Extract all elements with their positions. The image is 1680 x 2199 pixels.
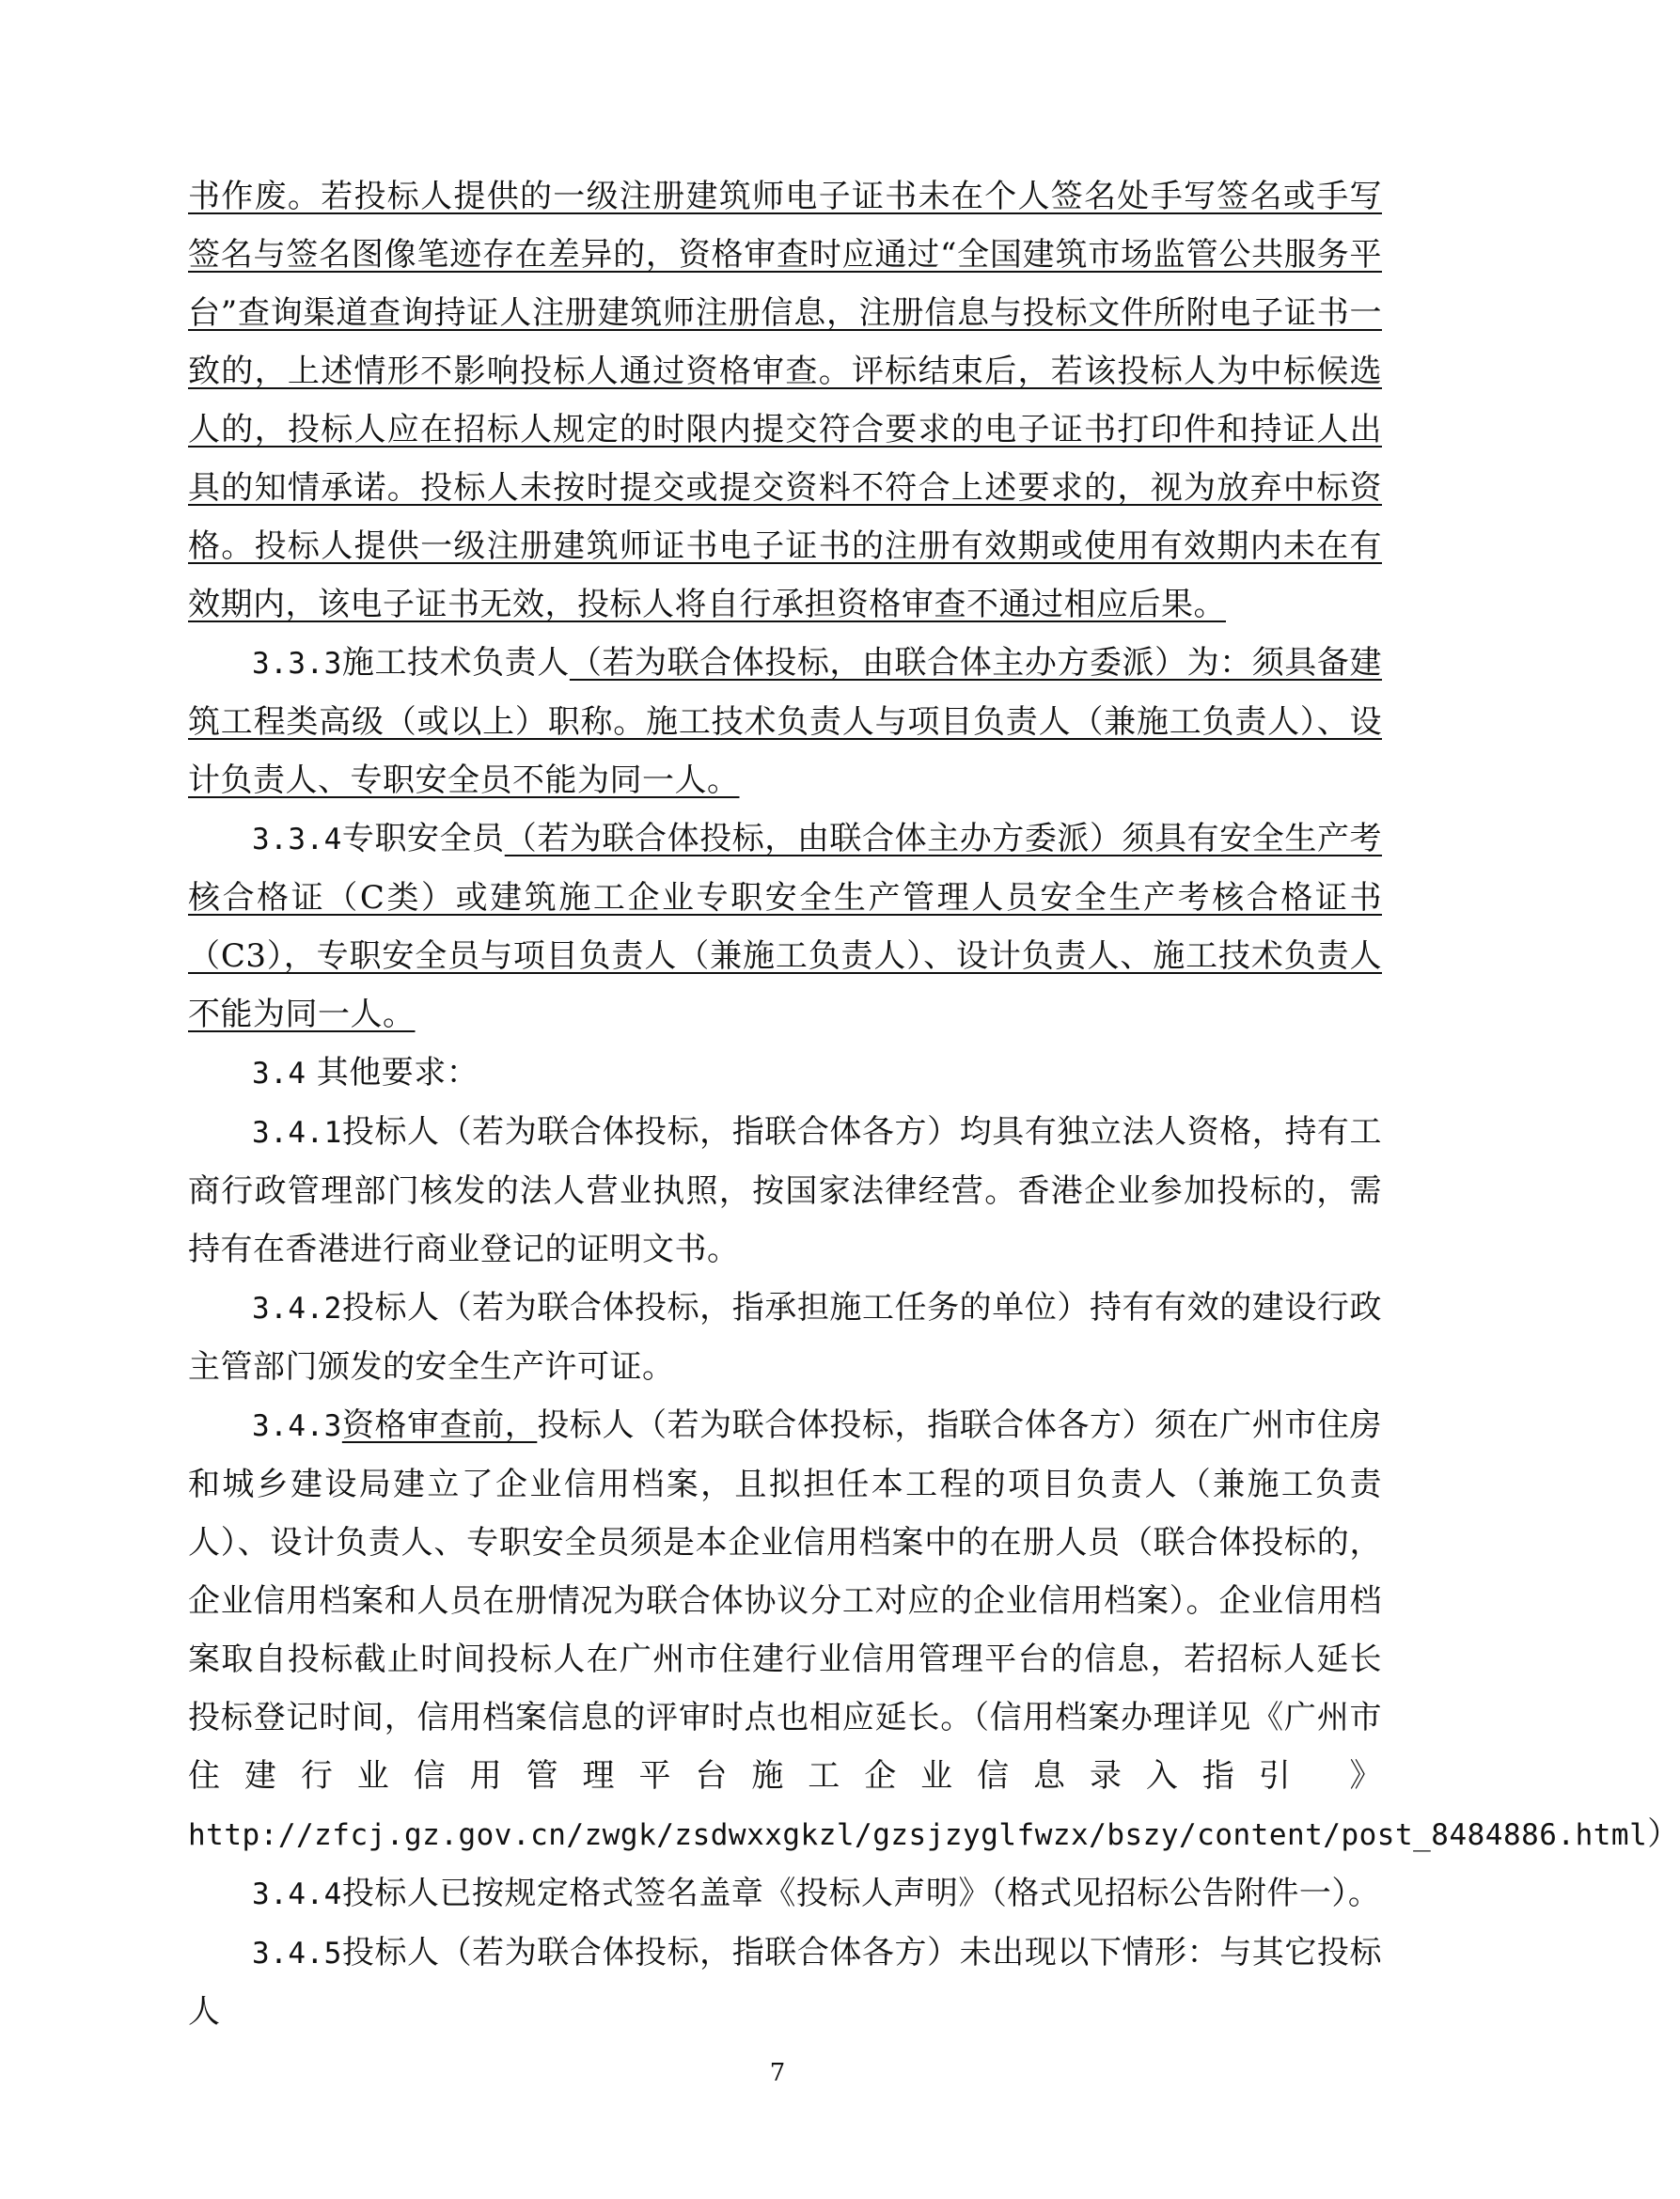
- section-number: 3.4.4: [252, 1877, 342, 1911]
- paragraph-3-4-5: [188, 1924, 1382, 2041]
- paragraph-text: 投标人（若为联合体投标，指联合体各方）均具有独立法人资格，持有工商行政管理部门核发的法人营业执照，按国家法律经营。香港企业参加投标的，需持有在香港进行商业登记的证明文书。: [188, 1113, 1382, 1268]
- section-number: 3.3.4: [252, 823, 342, 856]
- paragraph-text: 投标人（若为联合体投标，指承担施工任务的单位）持有有效的建设行政主管部门颁发的安全生产许可证。: [188, 1289, 1382, 1386]
- paragraph-text: 施工技术负责人: [341, 644, 570, 682]
- section-number: 3.4.1: [252, 1116, 342, 1150]
- paragraph-text: 其他要求：: [306, 1054, 479, 1092]
- paragraph-text: 投标人（若为联合体投标，指联合体各方）未出现以下情形：与其它投标人: [188, 1934, 1382, 2031]
- paragraph-3-3-4: [188, 809, 1382, 1044]
- section-number: 3.4: [252, 1057, 306, 1091]
- section-number: 3.4.2: [252, 1292, 342, 1326]
- url-text: http://zfcj.gz.gov.cn/zwgk/zsdwxxgkzl/gzsjzyglfwzx/bszy/content/post_8484886.html: [188, 1818, 1648, 1852]
- paragraph-3-3-3: [188, 634, 1382, 809]
- paragraph-3-4-2: [188, 1279, 1382, 1396]
- paragraph-text: （若为联合体投标，由联合体主办方委派）须具有安全生产考核合格证（C类）或建筑施工企业专职安全生产管理人员安全生产考核合格证书（C3），专职安全员与项目负责人（兼施工负责人）、设计负责人、施工技术负责人不能为同一人。: [188, 820, 1383, 1033]
- paragraph-text: 书作废。若投标人提供的一级注册建筑师电子证书未在个人签名处手写签名或手写签名与签名图像笔迹存在差异的，资格审查时应通过“全国建筑市场监管公共服务平台”查询渠道查询持证人注册建筑师注册信息，注册信息与投标文件所附电子证书一致的，上述情形不影响投标人通过资格审查。评标结束后，若该投标人为中标候选人的，投标人应在招标人规定的时限内提交符合要求的电子证书打印件和持证人出具的知情承诺。投标人未按时提交或提交资料不符合上述要求的，视为放弃中标资格。投标人提供一级注册建筑师证书电子证书的注册有效期或使用有效期内未在有效期内，该电子证书无效，投标人将自行承担资格审查不通过相应后果。: [188, 178, 1382, 623]
- paragraph-text: 投标人（若为联合体投标，指联合体各方）须在广州市住房和城乡建设局建立了企业信用档案，且拟担任本工程的项目负责人（兼施工负责人）、设计负责人、专职安全员须是本企业信用档案中的在册人员（联合体投标的，企业信用档案和人员在册情况为联合体协议分工对应的企业信用档案）。企业信用档案取自投标截止时间投标人在广州市住建行业信用管理平台的信息，若招标人延长投标登记时间，信用档案信息的评审时点也相应延长。（信用档案办理详见《广州市住建行业信用管理平台施工企业信息录入指引 》: [188, 1406, 1383, 1795]
- paragraph-text: ）: [1647, 1815, 1680, 1853]
- paragraph-text: 专职安全员: [341, 820, 505, 857]
- section-number: 3.4.5: [252, 1937, 342, 1971]
- paragraph-text: （若为联合体投标，由联合体主办方委派）为：须具备建筑工程类高级（或以上）职称。施工技术负责人与项目负责人（兼施工负责人）、设计负责人、专职安全员不能为同一人。: [188, 644, 1383, 799]
- page-number: 7: [769, 2059, 786, 2087]
- paragraph-3-4: [188, 1044, 1382, 1103]
- paragraph-cert-continued: [188, 167, 1382, 634]
- paragraph-3-4-1: [188, 1103, 1382, 1279]
- section-number: 3.3.3: [252, 647, 342, 681]
- paragraph-3-4-4: [188, 1864, 1382, 1924]
- paragraph-text: 投标人已按规定格式签名盖章《投标人声明》（格式见招标公告附件一）。: [341, 1875, 1381, 1912]
- section-number: 3.4.3: [252, 1409, 342, 1443]
- paragraph-text: 资格审查前，: [341, 1406, 538, 1444]
- paragraph-3-4-3: [188, 1396, 1680, 1864]
- document-body: [188, 167, 1680, 2041]
